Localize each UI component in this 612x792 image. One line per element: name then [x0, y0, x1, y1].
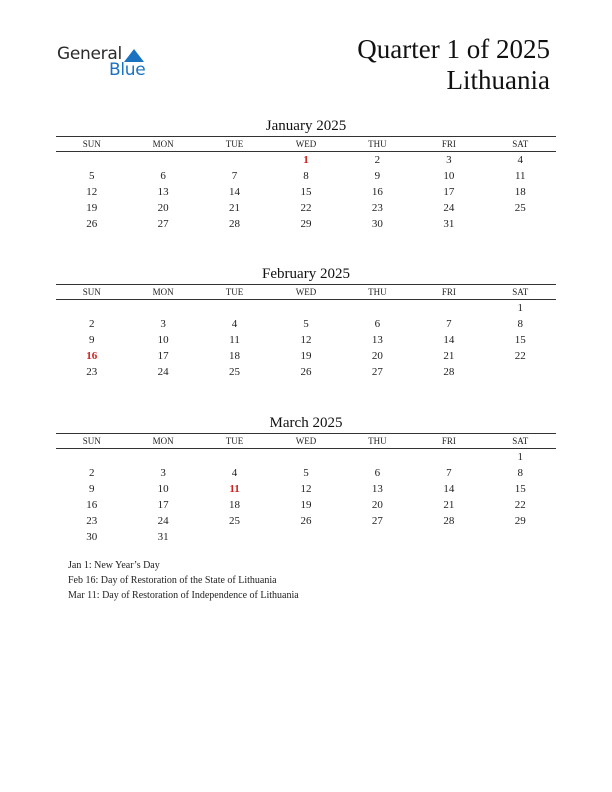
- day-cell: 20: [157, 202, 169, 214]
- weekday-header: SAT: [512, 287, 529, 297]
- day-cell: 14: [443, 334, 455, 346]
- day-cell: 25: [229, 515, 241, 527]
- week-row: [56, 316, 556, 332]
- weekday-header-row: [56, 284, 556, 300]
- empty-day-cell: [270, 300, 341, 316]
- empty-day-cell: [199, 300, 270, 316]
- weekday-header: THU: [368, 436, 387, 446]
- title-country: Lithuania: [446, 65, 550, 95]
- day-cell: 25: [229, 366, 241, 378]
- day-cell: 11: [514, 170, 526, 182]
- holiday-note: Jan 1: New Year’s Day: [68, 560, 160, 571]
- day-cell: 19: [300, 350, 312, 362]
- day-cell: 23: [86, 366, 98, 378]
- empty-day-cell: [270, 449, 341, 465]
- day-cell: 13: [157, 186, 169, 198]
- weekday-header: MON: [152, 287, 174, 297]
- day-cell: 29: [514, 515, 526, 527]
- month-title: February 2025: [262, 266, 350, 282]
- day-cell: 14: [229, 186, 241, 198]
- day-cell: 15: [300, 186, 312, 198]
- week-row: [56, 300, 556, 316]
- day-cell: 17: [443, 186, 455, 198]
- day-cell: 2: [88, 467, 95, 479]
- week-row: [56, 184, 556, 200]
- day-cell: 8: [303, 170, 309, 182]
- empty-day-cell: [199, 529, 270, 545]
- weekday-header: TUE: [225, 139, 244, 149]
- day-cell: 23: [371, 202, 383, 214]
- week-row: [56, 216, 556, 232]
- month-calendar-january: [56, 116, 556, 232]
- day-cell: 3: [446, 154, 452, 166]
- week-row: [56, 364, 556, 380]
- day-cell: 28: [443, 366, 455, 378]
- weekday-header: SUN: [82, 287, 101, 297]
- day-cell: 24: [157, 515, 169, 527]
- day-cell: 22: [300, 202, 312, 214]
- day-cell: 28: [229, 218, 241, 230]
- holiday-notes: [68, 558, 299, 603]
- week-row: [56, 497, 556, 513]
- empty-day-cell: [127, 300, 198, 316]
- day-cell: 15: [514, 483, 526, 495]
- day-cell: 16: [371, 186, 383, 198]
- day-cell: 31: [443, 218, 455, 230]
- holiday-note: Mar 11: Day of Restoration of Independence of Lithuania: [68, 590, 299, 601]
- weekday-header: THU: [368, 287, 387, 297]
- empty-day-cell: [485, 529, 556, 545]
- empty-day-cell: [270, 529, 341, 545]
- day-cell: 16: [86, 499, 98, 511]
- day-cell: 3: [160, 467, 166, 479]
- day-cell: 21: [443, 350, 455, 362]
- day-cell: 4: [517, 154, 523, 166]
- holiday-day-cell: 16: [86, 350, 98, 362]
- day-cell: 10: [157, 334, 169, 346]
- day-cell: 2: [88, 318, 95, 330]
- day-cell: 26: [300, 366, 312, 378]
- day-cell: 8: [517, 467, 523, 479]
- day-cell: 11: [229, 334, 240, 346]
- logo-word-general: General: [57, 44, 122, 64]
- weekday-header: WED: [295, 287, 317, 297]
- empty-day-cell: [485, 216, 556, 232]
- weekday-header: THU: [368, 139, 387, 149]
- day-cell: 9: [88, 483, 95, 495]
- week-row: [56, 152, 556, 168]
- weekday-header: SUN: [82, 139, 101, 149]
- day-cell: 24: [157, 366, 169, 378]
- empty-day-cell: [127, 152, 198, 168]
- day-cell: 10: [443, 170, 455, 182]
- day-cell: 30: [86, 531, 98, 543]
- weekday-header: WED: [295, 436, 317, 446]
- empty-day-cell: [199, 449, 270, 465]
- empty-day-cell: [413, 300, 484, 316]
- weekday-header: MON: [152, 436, 174, 446]
- day-cell: 7: [446, 467, 452, 479]
- logo: [57, 44, 167, 84]
- weekday-header: TUE: [225, 436, 244, 446]
- day-cell: 22: [514, 499, 526, 511]
- day-cell: 4: [231, 467, 238, 479]
- day-cell: 22: [514, 350, 526, 362]
- day-cell: 15: [514, 334, 526, 346]
- day-cell: 3: [160, 318, 166, 330]
- weekday-header: FRI: [441, 436, 456, 446]
- day-cell: 5: [303, 318, 309, 330]
- day-cell: 12: [86, 186, 98, 198]
- day-cell: 24: [443, 202, 455, 214]
- day-cell: 4: [231, 318, 238, 330]
- day-cell: 20: [371, 350, 383, 362]
- week-row: [56, 200, 556, 216]
- day-cell: 14: [443, 483, 455, 495]
- day-cell: 1: [517, 302, 523, 314]
- empty-day-cell: [199, 152, 270, 168]
- weekday-header: MON: [152, 139, 174, 149]
- day-cell: 19: [86, 202, 98, 214]
- day-cell: 30: [371, 218, 383, 230]
- page-title: [357, 34, 550, 96]
- empty-day-cell: [127, 449, 198, 465]
- week-row: [56, 513, 556, 529]
- week-row: [56, 481, 556, 497]
- day-cell: 28: [443, 515, 455, 527]
- day-cell: 25: [514, 202, 526, 214]
- empty-day-cell: [56, 300, 127, 316]
- day-cell: 6: [160, 170, 166, 182]
- weekday-header: FRI: [441, 139, 456, 149]
- day-cell: 10: [157, 483, 169, 495]
- day-cell: 9: [88, 334, 95, 346]
- day-cell: 17: [157, 350, 169, 362]
- month-title: March 2025: [269, 415, 343, 431]
- week-row: [56, 348, 556, 364]
- holiday-note: Feb 16: Day of Restoration of the State of Lithuania: [68, 575, 277, 586]
- empty-day-cell: [342, 449, 413, 465]
- day-cell: 13: [371, 334, 383, 346]
- week-row: [56, 332, 556, 348]
- title-quarter: Quarter 1 of 2025: [357, 34, 550, 64]
- day-cell: 6: [374, 467, 381, 479]
- empty-day-cell: [485, 364, 556, 380]
- day-cell: 1: [517, 451, 523, 463]
- week-row: [56, 529, 556, 545]
- day-cell: 20: [371, 499, 383, 511]
- empty-day-cell: [413, 449, 484, 465]
- day-cell: 21: [443, 499, 455, 511]
- day-cell: 5: [303, 467, 309, 479]
- day-cell: 18: [229, 499, 241, 511]
- holiday-day-cell: 11: [229, 483, 240, 495]
- day-cell: 21: [229, 202, 241, 214]
- weekday-header: TUE: [225, 287, 244, 297]
- empty-day-cell: [56, 449, 127, 465]
- day-cell: 9: [374, 170, 381, 182]
- day-cell: 19: [300, 499, 312, 511]
- day-cell: 2: [374, 154, 381, 166]
- day-cell: 26: [300, 515, 312, 527]
- weekday-header: SAT: [512, 436, 529, 446]
- week-row: [56, 465, 556, 481]
- day-cell: 5: [88, 170, 95, 182]
- month-calendar-march: [56, 413, 556, 545]
- weekday-header: FRI: [441, 287, 456, 297]
- month-title: January 2025: [265, 118, 347, 134]
- day-cell: 23: [86, 515, 98, 527]
- month-calendar-february: [56, 264, 556, 380]
- day-cell: 17: [157, 499, 169, 511]
- week-row: [56, 168, 556, 184]
- empty-day-cell: [56, 152, 127, 168]
- holiday-day-cell: 1: [303, 154, 309, 166]
- day-cell: 7: [231, 170, 238, 182]
- weekday-header-row: [56, 433, 556, 449]
- day-cell: 27: [371, 366, 383, 378]
- week-row: [56, 449, 556, 465]
- day-cell: 8: [517, 318, 523, 330]
- empty-day-cell: [413, 529, 484, 545]
- day-cell: 7: [446, 318, 452, 330]
- weekday-header: SUN: [82, 436, 101, 446]
- day-cell: 12: [300, 334, 312, 346]
- empty-day-cell: [342, 300, 413, 316]
- weekday-header: WED: [295, 139, 317, 149]
- day-cell: 26: [86, 218, 98, 230]
- day-cell: 31: [157, 531, 169, 543]
- day-cell: 29: [300, 218, 312, 230]
- logo-word-blue: Blue: [109, 60, 146, 80]
- day-cell: 6: [374, 318, 381, 330]
- day-cell: 13: [371, 483, 383, 495]
- day-cell: 27: [157, 218, 169, 230]
- day-cell: 27: [371, 515, 383, 527]
- day-cell: 18: [229, 350, 241, 362]
- day-cell: 18: [514, 186, 526, 198]
- day-cell: 12: [300, 483, 312, 495]
- empty-day-cell: [342, 529, 413, 545]
- weekday-header-row: [56, 136, 556, 152]
- weekday-header: SAT: [512, 139, 529, 149]
